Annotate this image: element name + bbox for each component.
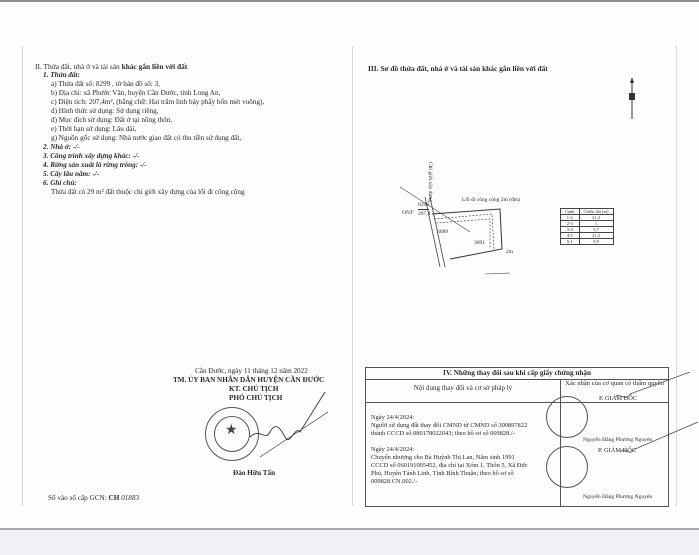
map-parcel-code: ONT — [402, 210, 414, 216]
table-cell: 9,9 — [579, 239, 613, 245]
section-ii-title-bold: khác gắn liền với đất — [121, 62, 188, 71]
approver-1-title: P. GIÁM ĐỐC — [599, 395, 638, 402]
table-cell: 5-1 — [561, 239, 580, 245]
address-line: b) Địa chỉ: xã Phước Vân, huyện Cần Đước, tỉnh Long An, — [51, 89, 221, 97]
item1-title: 1. Thửa đất: — [43, 71, 80, 79]
change-entry-2-date: Ngày 24/4/2024: — [371, 446, 415, 453]
change-entry-1-text-2: thành CCCD số 080178022043; theo hồ sơ số 009828./- — [371, 430, 515, 437]
table-cell: 21,3 — [579, 215, 613, 221]
table-header-cell: Cạnh — [561, 209, 580, 215]
usage-purpose-line: đ) Mục đích sử dụng: Đất ở tại nông thôn, — [51, 116, 173, 124]
table-cell: 1-2 — [561, 215, 580, 221]
table-cell: 9,7 — [579, 227, 613, 233]
item5-perennial-trees: 5. Cây lâu năm: -/- — [43, 170, 100, 178]
approval-signatures-icon — [540, 372, 699, 492]
table-cell: 2-3 — [561, 221, 580, 227]
approver-2-title: P. GIÁM ĐỐC — [598, 447, 637, 454]
item3-other-construction: 3. Công trình xây dựng khác: -/- — [43, 152, 140, 160]
table-row — [561, 239, 614, 245]
signer-name: Đào Hữu Tấn — [233, 469, 276, 477]
registry-prefix: CH — [108, 494, 120, 502]
change-entry-2-text-4: 009828.CN.002./- — [371, 478, 418, 485]
viewer-background — [0, 530, 699, 555]
registry-handwritten-number: 01883 — [121, 494, 140, 502]
approver-1-name: Nguyễn Đăng Phương Nguyên — [583, 437, 653, 443]
map-parcel-number: 8299 — [418, 202, 429, 208]
change-entry-2-text-3: Phú, Huyện Tánh Linh, Tỉnh Bình Thuận; theo hồ sơ số — [371, 470, 514, 477]
table-cell: 3-4 — [561, 227, 580, 233]
table-cell: 4-5 — [561, 233, 580, 239]
area-line: c) Diện tích: 207,4m², (bằng chữ: Hai trăm linh bảy phẩy bốn mét vuông), — [51, 98, 265, 106]
note-text: Thửa đất có 29 m² đất thuộc chỉ giới xây dựng của lối đi công cộng — [51, 188, 245, 196]
change-entry-2-text-1: Chuyển nhượng cho Bà Huỳnh Thị Lan, Năm sinh 1991 — [371, 454, 515, 461]
parcel-number-line: a) Thửa đất số: 8299 , tờ bản đồ số: 3, — [51, 80, 160, 88]
table-header-cell: Chiều dài (m) — [579, 209, 613, 215]
approver-2-name: Nguyễn Đăng Phương Nguyên — [583, 494, 653, 500]
signing-role-2: PHÓ CHỦ TỊCH — [229, 394, 283, 402]
page-center-fold — [352, 46, 353, 506]
signing-role-1: KT. CHỦ TỊCH — [229, 385, 279, 393]
registry-number — [48, 494, 139, 503]
map-vertical-label: Chỉ giới xây dựng — [427, 162, 433, 202]
parcel-map-diagram — [370, 157, 550, 277]
usage-origin-line: g) Nguồn gốc sử dụng: Nhà nước giao đất có thu tiền sử dụng đất, — [51, 134, 242, 142]
map-parcel-area: 207,4 — [418, 211, 431, 217]
table-cell: 21,3 — [579, 233, 613, 239]
boundary-lengths-table — [560, 208, 614, 245]
item4-forest: 4. Rừng sản xuất là rừng trồng: -/- — [43, 161, 147, 169]
place-date: Cần Đước, ngày 11 tháng 12 năm 2022 — [195, 367, 308, 375]
north-arrow-icon — [626, 77, 638, 122]
change-entry-1-date: Ngày 24/4/2024: — [371, 414, 415, 421]
section-ii-title — [35, 62, 187, 71]
item6-notes-title: 6. Ghi chú: — [43, 179, 77, 187]
seal-star-icon: ★ — [225, 423, 238, 438]
item2-house: 2. Nhà ở: -/- — [43, 143, 80, 151]
usage-term-line: e) Thời hạn sử dụng: Lâu dài, — [51, 125, 137, 133]
map-neighbor-south: 3091 — [474, 240, 485, 246]
table-cell: 1 — [579, 221, 613, 227]
usage-form-line: d) Hình thức sử dụng: Sử dụng riêng, — [51, 107, 159, 115]
changes-col1-header: Nội dung thay đổi và cơ sở pháp lý — [366, 380, 561, 403]
scanned-certificate-page — [0, 2, 699, 530]
signature-icon — [240, 387, 330, 467]
registry-label: Số vào sổ cấp GCN: — [48, 494, 109, 502]
map-path-label: Lối đi công cộng 2m (đm) — [462, 197, 520, 203]
signing-organization: TM. ỦY BAN NHÂN DÂN HUYỆN CẦN ĐƯỚC — [173, 376, 325, 384]
change-entry-1-text-1: Người sử dụng đất thay đổi CMND từ CMND số 300897822 — [371, 422, 528, 429]
section-ii-title-plain: II. Thửa đất, nhà ở và tài sản — [35, 62, 122, 71]
change-entry-2-text-2: CCCD số 060191005452, địa chỉ tại Xóm 1, Thôn 5, Xã Đức — [371, 462, 528, 469]
section-iii-title: III. Sơ đồ thửa đất, nhà ở và tài sản khác gắn liền với đất — [368, 64, 548, 73]
page-left-edge — [22, 46, 23, 506]
table-header-row — [561, 209, 614, 215]
map-neighbor-west: 3089 — [437, 229, 448, 235]
map-width-label: 2m — [506, 249, 514, 255]
changes-title: IV. Những thay đổi sau khi cấp giấy chứng nhận — [366, 368, 668, 380]
changes-col2-header: Xác nhận của cơ quan có thẩm quyền — [561, 380, 668, 403]
